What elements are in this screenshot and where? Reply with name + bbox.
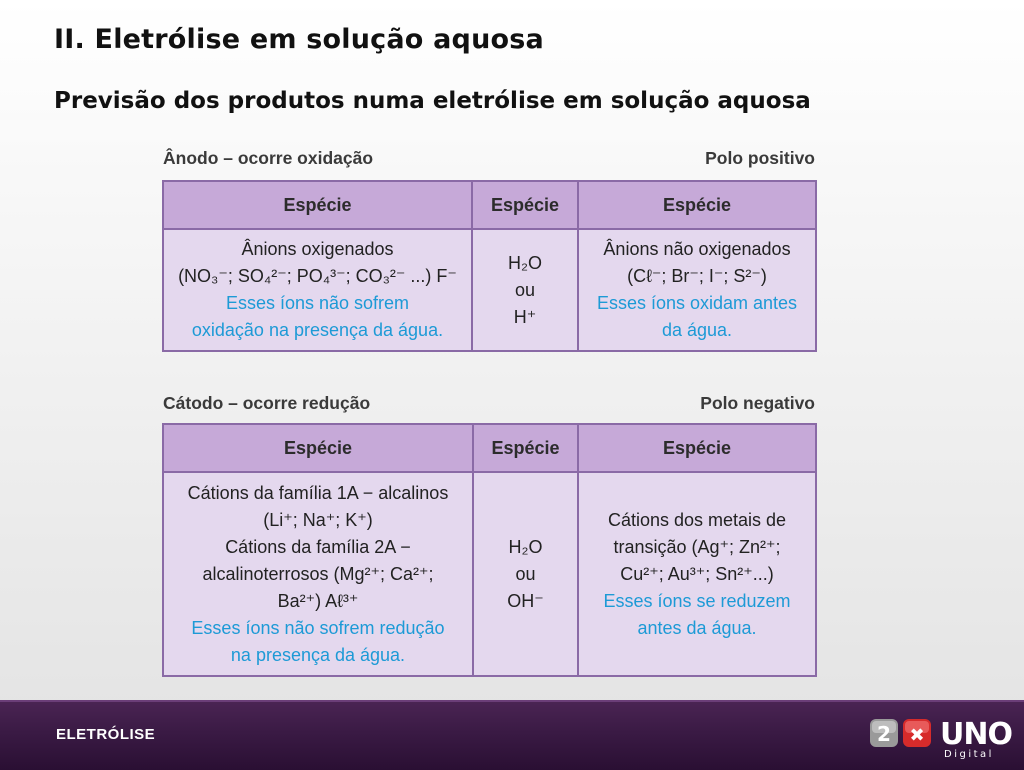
catodo-col1-line2: (Li⁺; Na⁺; K⁺): [263, 509, 373, 530]
catodo-col1-note-2: na presença da água.: [230, 644, 406, 665]
catodo-col3-line3: Cu²⁺; Au³⁺; Sn²⁺...): [620, 563, 774, 584]
catodo-col2-line3: OH⁻: [507, 590, 544, 611]
anodo-col1-line1: Ânions oxigenados: [241, 239, 394, 259]
anodo-col3-note-2: da água.: [661, 320, 733, 340]
catodo-header-3: Espécie: [578, 424, 816, 472]
catodo-caption: Cátodo – ocorre redução: [163, 393, 371, 413]
anodo-caption-row: [163, 148, 815, 169]
catodo-cell-3: [578, 472, 816, 676]
catodo-pole-caption: Polo negativo: [700, 393, 815, 413]
anodo-col1-note-2: oxidação na presença da água.: [191, 320, 444, 340]
anodo-col1-note-1: Esses íons não sofrem: [225, 293, 410, 313]
anodo-cell-3: [578, 229, 816, 351]
catodo-col3-line1: Cátions dos metais de: [607, 509, 787, 530]
catodo-header-row: [163, 424, 816, 472]
catodo-header-1: Espécie: [163, 424, 473, 472]
slide-subtitle: Previsão dos produtos numa eletrólise em solução aquosa: [54, 88, 811, 114]
anodo-body-row: [163, 229, 816, 351]
catodo-col2-line2: ou: [515, 563, 536, 584]
svg-text:2: 2: [877, 722, 891, 746]
catodo-col2-line1: H₂O: [508, 536, 543, 557]
catodo-col1-line1: Cátions da família 1A − alcalinos: [187, 482, 449, 503]
anodo-header-1: Espécie: [163, 181, 472, 229]
svg-text:✖: ✖: [909, 725, 925, 746]
anodo-cell-2: [472, 229, 578, 351]
catodo-table: [162, 423, 817, 677]
anodo-col3-note-1: Esses íons oxidam antes: [596, 293, 798, 313]
footer-bar: [0, 700, 1024, 770]
anodo-table: [162, 180, 817, 352]
catodo-col3-note-1: Esses íons se reduzem: [603, 590, 791, 611]
badge-x-icon: [903, 719, 931, 747]
logo-digital-text: Digital: [944, 749, 994, 760]
slide-title: II. Eletrólise em solução aquosa: [54, 24, 544, 55]
catodo-cell-1: [163, 472, 473, 676]
catodo-body-row: [163, 472, 816, 676]
logo-uno-text: UNO: [940, 717, 1012, 752]
anodo-header-row: [163, 181, 816, 229]
catodo-header-2: Espécie: [473, 424, 578, 472]
anodo-col3-line2: (Cℓ⁻; Br⁻; I⁻; S²⁻): [627, 266, 767, 286]
catodo-col1-line3: Cátions da família 2A −: [225, 536, 411, 557]
catodo-col1-line4: alcalinoterrosos (Mg²⁺; Ca²⁺;: [202, 563, 434, 584]
anodo-pole-caption: Polo positivo: [705, 148, 815, 168]
catodo-caption-row: [163, 393, 815, 414]
catodo-col3-line2: transição (Ag⁺; Zn²⁺;: [613, 536, 781, 557]
catodo-col1-note-1: Esses íons não sofrem redução: [191, 617, 445, 638]
badge-2-icon: [870, 719, 898, 747]
uno-digital-logo: [870, 712, 1015, 762]
anodo-caption: Ânodo – ocorre oxidação: [163, 148, 374, 168]
footer-section-label: ELETRÓLISE: [56, 726, 156, 743]
anodo-cell-1: [163, 229, 472, 351]
catodo-col1-line5: Ba²⁺) Aℓ³⁺: [277, 590, 359, 611]
catodo-cell-2: [473, 472, 578, 676]
catodo-col3-note-2: antes da água.: [637, 617, 757, 638]
anodo-col1-line2: (NO₃⁻; SO₄²⁻; PO₄³⁻; CO₃²⁻ ...) F⁻: [178, 266, 457, 286]
anodo-col2-line2: ou: [514, 279, 536, 300]
anodo-col2-line3: H⁺: [513, 306, 537, 327]
anodo-col2-line1: H₂O: [508, 252, 542, 273]
anodo-header-3: Espécie: [578, 181, 816, 229]
anodo-col3-line1: Ânions não oxigenados: [603, 239, 791, 259]
anodo-header-2: Espécie: [472, 181, 578, 229]
